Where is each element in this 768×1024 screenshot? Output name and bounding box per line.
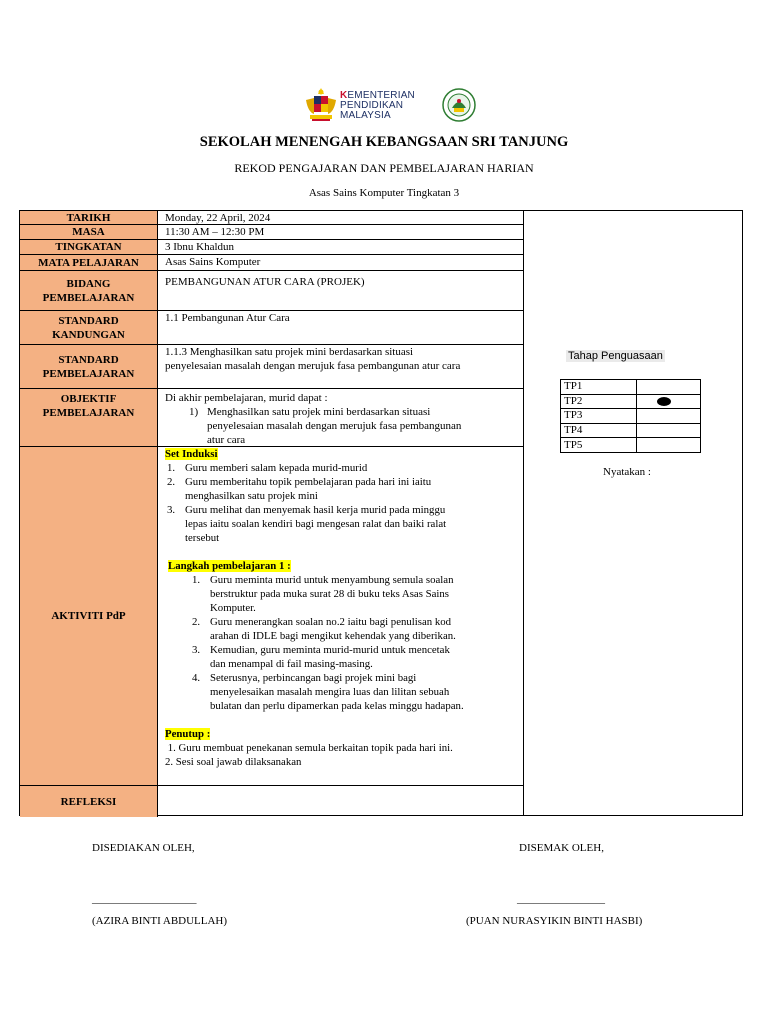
subject-line: Asas Sains Komputer Tingkatan 3 — [308, 187, 460, 199]
set-induksi-item-line: Guru memberitahu topik pembelajaran pada hari ini iaitu — [185, 476, 432, 488]
set-induksi-item-number: 1. — [167, 462, 176, 474]
set-induksi-item-number: 3. — [167, 504, 176, 516]
tahap-row — [561, 438, 701, 453]
checked-signature-line: ________________ — [517, 893, 605, 905]
penutup-item-1: 1. Guru membuat penekanan semula berkaitan topik pada hari ini. — [165, 742, 453, 754]
set-induksi-item — [165, 503, 519, 545]
mata-pelajaran-label: MATA PELAJARAN — [20, 255, 158, 270]
langkah-title: Langkah pembelajaran 1 : — [168, 560, 291, 572]
masa-value: 11:30 AM – 12:30 PM — [165, 226, 265, 238]
lesson-plan-table — [19, 210, 743, 816]
set-induksi-item-line: tersebut — [185, 532, 220, 544]
tahap-level-label: TP1 — [561, 380, 637, 395]
checked-by-name: (PUAN NURASYIKIN BINTI HASBI) — [466, 915, 643, 927]
set-induksi-item-number: 2. — [167, 476, 176, 488]
prepared-by-label: DISEDIAKAN OLEH, — [92, 842, 195, 854]
school-badge — [442, 88, 476, 122]
row-bidang — [20, 271, 523, 311]
langkah-item-line: Kemudian, guru meminta murid-murid untuk mencetak — [210, 644, 450, 656]
header-logos — [302, 86, 478, 128]
set-induksi-item — [165, 475, 519, 503]
bidang-value: PEMBANGUNAN ATUR CARA (PROJEK) — [165, 276, 365, 288]
set-induksi-item-line: Guru melihat dan menyemak hasil kerja murid pada minggu — [185, 504, 446, 516]
set-induksi-item — [165, 461, 519, 475]
row-tingkatan — [20, 240, 523, 255]
aktiviti-value — [165, 447, 519, 769]
tahap-level-label: TP4 — [561, 423, 637, 438]
langkah-item-line: arahan di IDLE bagi mengikut kehendak yang diberikan. — [210, 630, 456, 642]
school-name: SEKOLAH MENENGAH KEBANGSAAN SRI TANJUNG — [199, 134, 569, 150]
mata-pelajaran-value: Asas Sains Komputer — [165, 256, 261, 268]
selected-mark-icon — [657, 397, 671, 406]
prepared-signature-line: ___________________ — [92, 893, 197, 905]
objektif-value: Di akhir pembelajaran, murid dapat : 1) Menghasilkan satu projek mini berdasarkan situasi penyelesaian masalah dengan merujuk fasa pembangunan atur cara — [165, 391, 519, 447]
penutup-item-2: 2. Sesi soal jawab dilaksanakan — [165, 756, 302, 768]
ministry-wordmark: KEMENTERIAN PENDIDIKAN MALAYSIA — [340, 90, 415, 121]
row-objektif — [20, 389, 523, 447]
refleksi-label: REFLEKSI — [20, 786, 158, 817]
langkah-item-line: menyelesaikan masalah mengira luas dan lilitan sebuah — [210, 686, 450, 698]
tahap-mark-cell[interactable] — [637, 380, 701, 395]
langkah-item-number: 3. — [192, 644, 201, 656]
langkah-item-line: bulatan dan perlu dipamerkan pada kelas minggu hadapan. — [210, 700, 464, 712]
langkah-item-line: Guru menerangkan soalan no.2 iaitu bagi penulisan kod — [210, 616, 452, 628]
langkah-item-number: 2. — [192, 616, 201, 628]
langkah-item — [190, 615, 519, 643]
tahap-row — [561, 423, 701, 438]
row-masa — [20, 225, 523, 240]
objektif-item: 1) Menghasilkan satu projek mini berdasarkan situasi penyelesaian masalah dengan merujuk fasa pembangunan atur cara — [189, 406, 462, 446]
langkah-item-number: 1. — [192, 574, 201, 586]
langkah-item — [190, 671, 519, 713]
tahap-penguasaan-table — [560, 379, 701, 453]
standard-pembelajaran-label: STANDARD PEMBELAJARAN — [20, 345, 158, 388]
tahap-row — [561, 409, 701, 424]
set-induksi-item-line: lepas iaitu soalan kendiri bagi mengesan ralat dan baiki ralat — [185, 518, 447, 530]
langkah-item — [190, 573, 519, 615]
langkah-item-line: Guru meminta murid untuk menyambung semula soalan — [210, 574, 454, 586]
langkah-item-line: Seterusnya, perbincangan bagi projek mini bagi — [210, 672, 417, 684]
tarikh-value: Monday, 22 April, 2024 — [165, 212, 271, 224]
langkah-item-line: berstruktur pada muka surat 28 di buku teks Asas Sains — [210, 588, 449, 600]
bidang-label: BIDANG PEMBELAJARAN — [20, 271, 158, 310]
standard-pembelajaran-value: 1.1.3 Menghasilkan satu projek mini berdasarkan situasi penyelesaian masalah dengan merujuk fasa pembangunan atur cara — [165, 346, 461, 372]
langkah-list — [165, 573, 519, 713]
column-divider — [523, 211, 524, 815]
tahap-mark-cell[interactable] — [637, 409, 701, 424]
jata-negara-crest — [302, 86, 340, 124]
tahap-mark-cell[interactable] — [637, 394, 701, 409]
tahap-mark-cell[interactable] — [637, 423, 701, 438]
langkah-item — [190, 643, 519, 671]
set-induksi-item-line: Guru memberi salam kepada murid-murid — [185, 462, 368, 474]
tingkatan-label: TINGKATAN — [20, 240, 158, 254]
tahap-level-label: TP2 — [561, 394, 637, 409]
tahap-mark-cell[interactable] — [637, 438, 701, 453]
langkah-item-line: dan menampal di fail masing-masing. — [210, 658, 373, 670]
row-refleksi — [20, 786, 523, 817]
checked-by-label: DISEMAK OLEH, — [519, 842, 604, 854]
row-aktiviti — [20, 447, 523, 786]
langkah-item-number: 4. — [192, 672, 201, 684]
masa-label: MASA — [20, 225, 158, 239]
objektif-label: OBJEKTIF PEMBELAJARAN — [20, 389, 158, 446]
langkah-item-line: Komputer. — [210, 602, 256, 614]
aktiviti-label: AKTIVITI PdP — [20, 447, 158, 785]
row-tarikh — [20, 211, 523, 225]
tahap-level-label: TP3 — [561, 409, 637, 424]
prepared-by-name: (AZIRA BINTI ABDULLAH) — [92, 915, 228, 927]
penutup-title: Penutup : — [165, 728, 211, 740]
set-induksi-title: Set Induksi — [165, 448, 218, 460]
standard-kandungan-value: 1.1 Pembangunan Atur Cara — [165, 312, 290, 324]
tahap-level-label: TP5 — [561, 438, 637, 453]
tarikh-label: TARIKH — [20, 211, 158, 224]
row-standard-pembelajaran — [20, 345, 523, 389]
tingkatan-value: 3 Ibnu Khaldun — [165, 241, 235, 253]
set-induksi-item-line: menghasilkan satu projek mini — [185, 490, 318, 502]
tahap-row — [561, 380, 701, 395]
set-induksi-list — [165, 461, 519, 545]
nyatakan-label: Nyatakan : — [603, 466, 651, 478]
row-mata-pelajaran — [20, 255, 523, 271]
standard-kandungan-label: STANDARD KANDUNGAN — [20, 311, 158, 344]
tahap-row — [561, 394, 701, 409]
record-title: REKOD PENGAJARAN DAN PEMBELAJARAN HARIAN — [234, 161, 534, 175]
row-standard-kandungan — [20, 311, 523, 345]
tahap-penguasaan-caption: Tahap Penguasaan — [568, 350, 663, 362]
